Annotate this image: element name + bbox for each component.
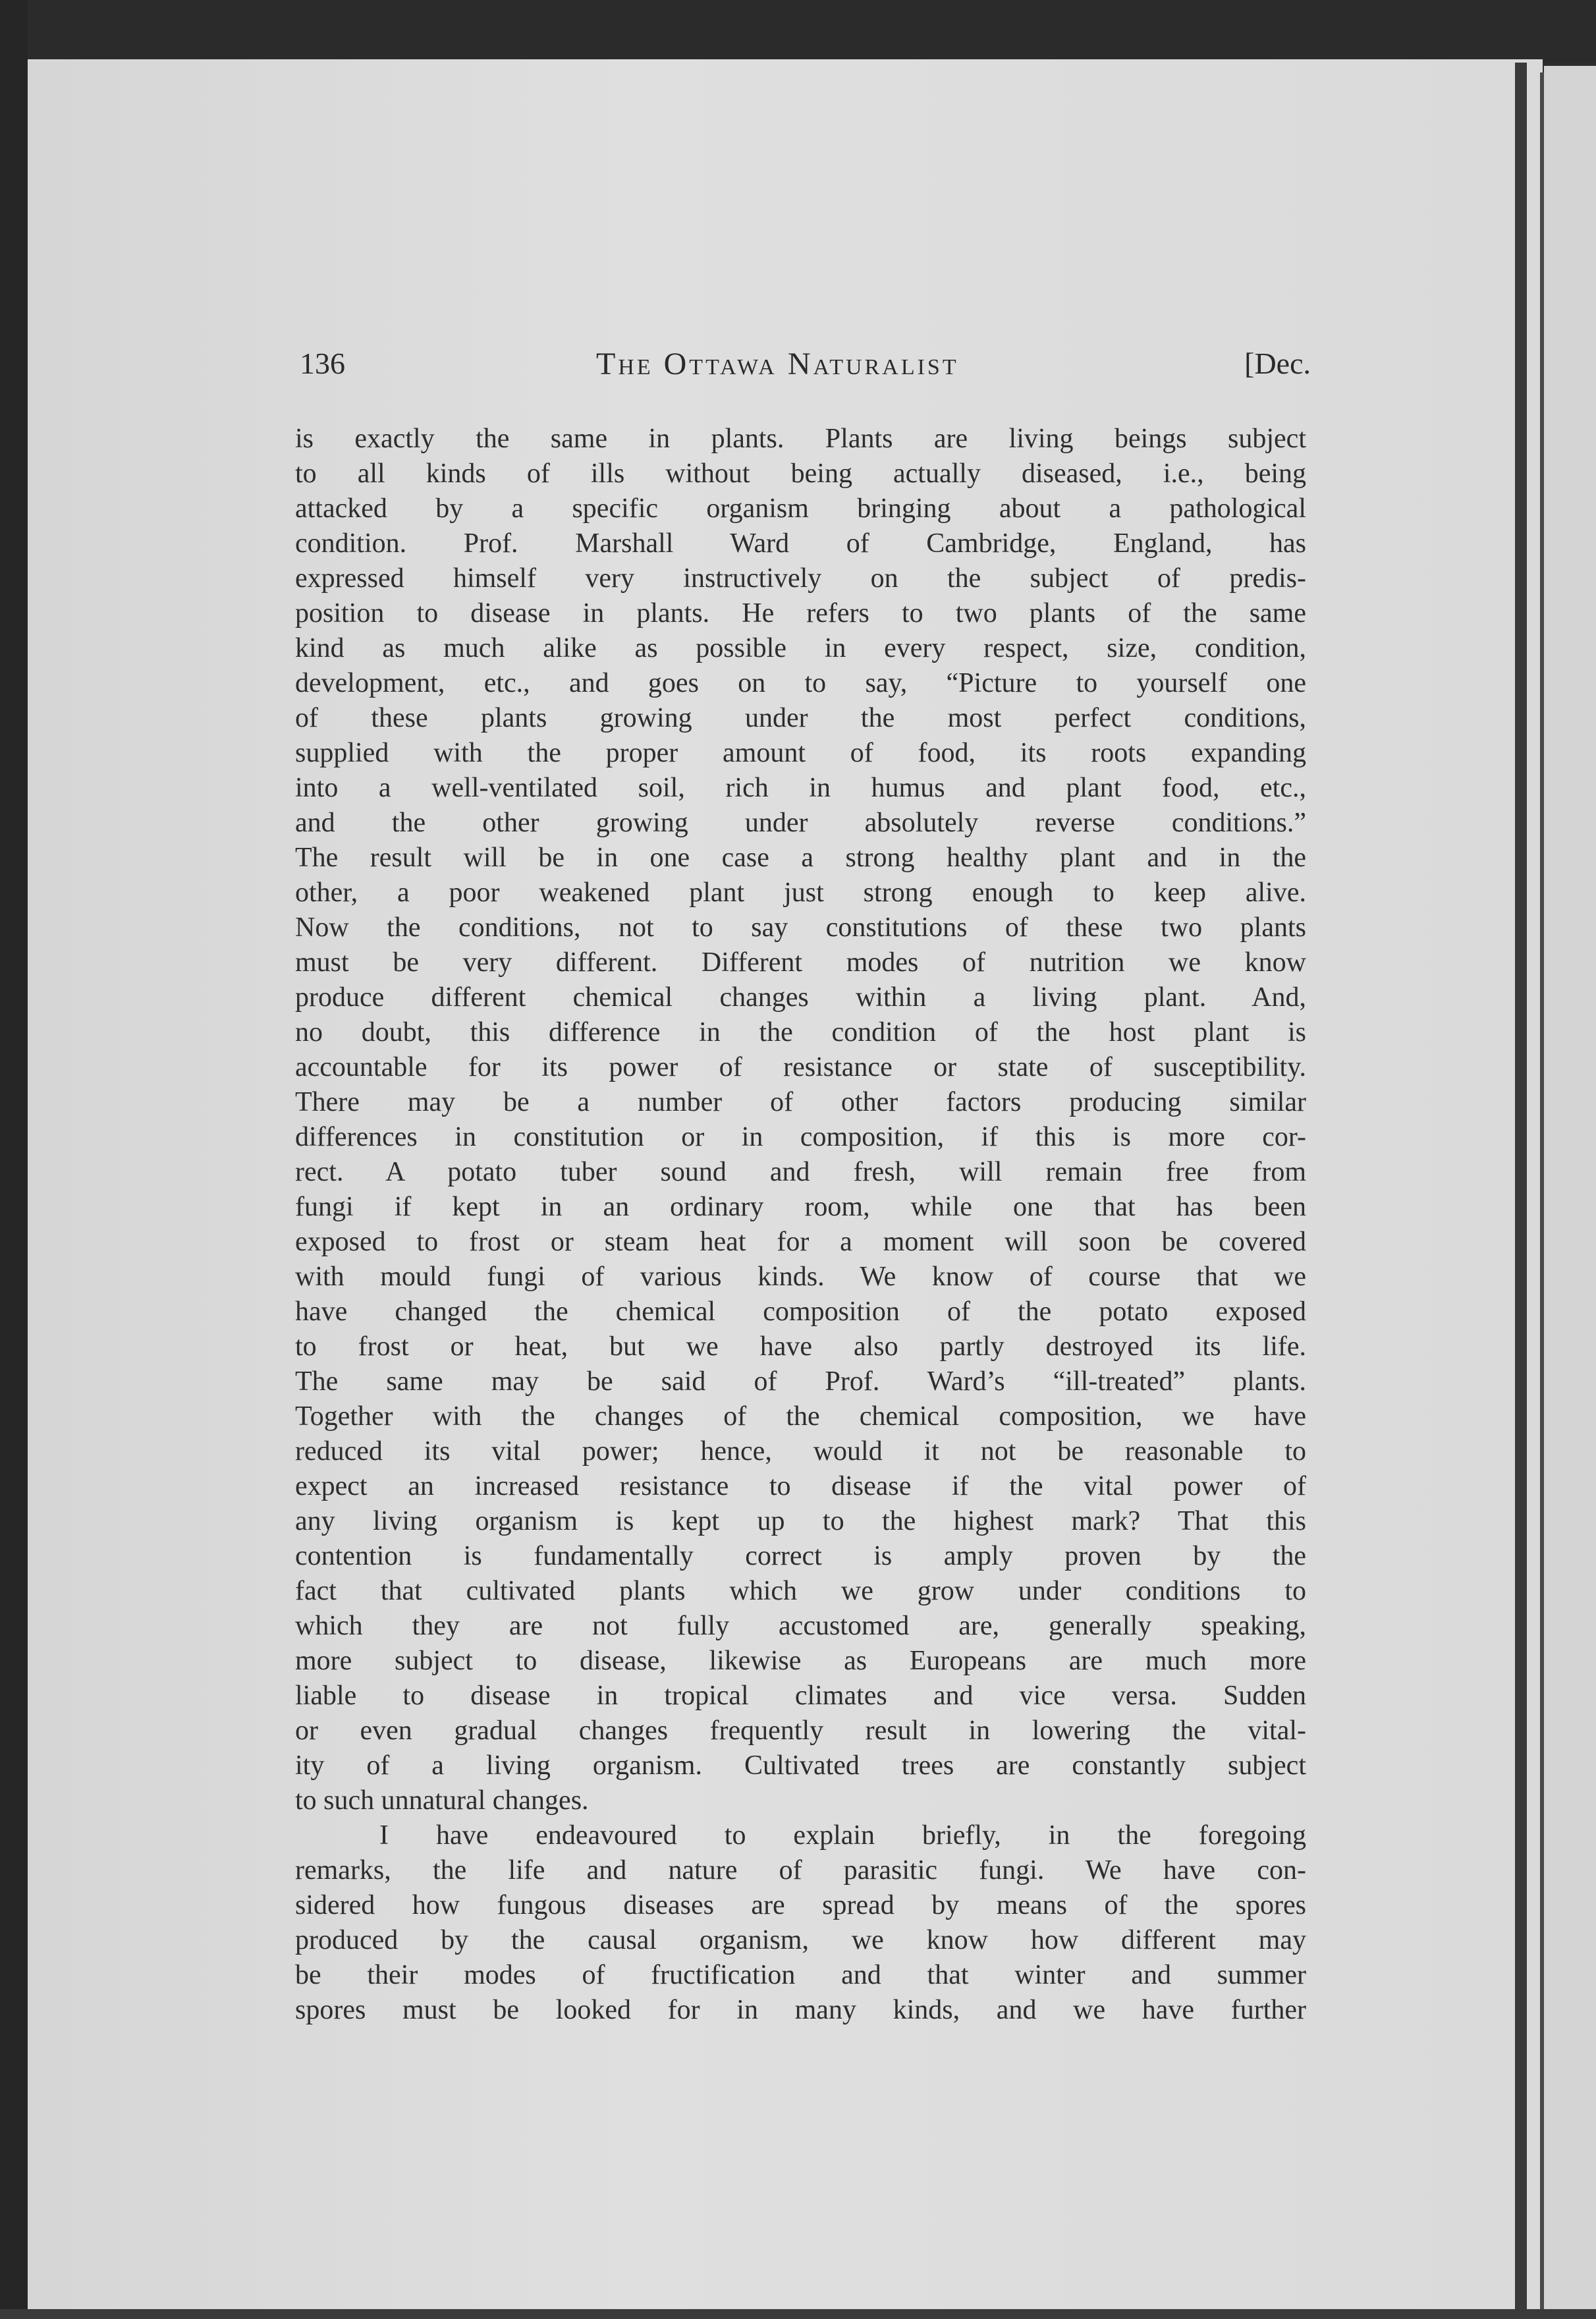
text-line: exposed to frost or steam heat for a moment will soon be covered (295, 1227, 1306, 1257)
text-line: more subject to disease, likewise as Europeans are much more (295, 1646, 1306, 1676)
text-line: ity of a living organism. Cultivated trees are constantly subject (295, 1750, 1306, 1781)
journal-title: The Ottawa Naturalist (596, 347, 959, 381)
text-line: fact that cultivated plants which we grow under conditions to (295, 1576, 1306, 1606)
text-line: produce different chemical changes within a living plant. And, (295, 982, 1306, 1013)
text-line: The same may be said of Prof. Ward’s “ill-treated” plants. (295, 1366, 1306, 1397)
text-line: which they are not fully accustomed are, generally speaking, (295, 1611, 1306, 1641)
text-line: remarks, the life and nature of parasitic fungi. We have con- (295, 1855, 1306, 1886)
running-header (300, 346, 1311, 392)
text-line: reduced its vital power; hence, would it not be reasonable to (295, 1436, 1306, 1467)
book-gutter (1515, 63, 1527, 2319)
text-line: differences in constitution or in composition, if this is more cor- (295, 1122, 1306, 1152)
text-line: into a well-ventilated soil, rich in humus and plant food, etc., (295, 773, 1306, 803)
text-line: supplied with the proper amount of food, its roots expanding (295, 738, 1306, 768)
text-line: or even gradual changes frequently result in lowering the vital- (295, 1716, 1306, 1746)
text-line: expressed himself very instructively on the subject of predis- (295, 563, 1306, 594)
text-line: any living organism is kept up to the highest mark? That this (295, 1506, 1306, 1536)
text-line: to frost or heat, but we have also partly destroyed its life. (295, 1331, 1306, 1362)
issue-month: [Dec. (1244, 347, 1311, 380)
scan-left-border (0, 0, 28, 2319)
scan-bottom-border (0, 2309, 1596, 2319)
text-line: accountable for its power of resistance or state of susceptibility. (295, 1052, 1306, 1082)
text-line: to all kinds of ills without being actually diseased, i.e., being (295, 459, 1306, 489)
text-line: must be very different. Different modes of nutrition we know (295, 947, 1306, 978)
text-line: and the other growing under absolutely reverse conditions.” (295, 808, 1306, 838)
text-line: There may be a number of other factors producing similar (295, 1087, 1306, 1117)
text-line: contention is fundamentally correct is amply proven by the (295, 1541, 1306, 1571)
text-line: be their modes of fructification and that winter and summer (295, 1960, 1306, 1990)
text-line: sidered how fungous diseases are spread by means of the spores (295, 1890, 1306, 1920)
text-line: have changed the chemical composition of the potato exposed (295, 1297, 1306, 1327)
body-text (295, 422, 1306, 2028)
text-line: is exactly the same in plants. Plants are living beings subject (295, 424, 1306, 454)
text-line: rect. A potato tuber sound and fresh, will remain free from (295, 1157, 1306, 1187)
facing-page-edge (1544, 66, 1596, 2319)
paragraph-end-line: to such unnatural changes. (295, 1785, 589, 1816)
scan-top-border (0, 0, 1596, 63)
paragraph-start-line: I have endeavoured to explain briefly, in the foregoing (379, 1820, 1306, 1851)
text-line: position to disease in plants. He refers to two plants of the same (295, 598, 1306, 629)
text-line: The result will be in one case a strong healthy plant and in the (295, 843, 1306, 873)
text-line: spores must be looked for in many kinds, and we have further (295, 1995, 1306, 2025)
page-number: 136 (300, 347, 345, 380)
text-line: liable to disease in tropical climates and vice versa. Sudden (295, 1681, 1306, 1711)
text-line: expect an increased resistance to disease if the vital power of (295, 1471, 1306, 1501)
text-line: no doubt, this difference in the condition of the host plant is (295, 1017, 1306, 1048)
text-line: kind as much alike as possible in every respect, size, condition, (295, 633, 1306, 663)
text-line: Together with the changes of the chemical composition, we have (295, 1401, 1306, 1432)
text-line: fungi if kept in an ordinary room, while one that has been (295, 1192, 1306, 1222)
text-line: attacked by a specific organism bringing about a pathological (295, 493, 1306, 524)
text-line: produced by the causal organism, we know how different may (295, 1925, 1306, 1955)
text-line: other, a poor weakened plant just strong enough to keep alive. (295, 878, 1306, 908)
text-line: Now the conditions, not to say constitutions of these two plants (295, 912, 1306, 943)
text-line: development, etc., and goes on to say, “Picture to yourself one (295, 668, 1306, 698)
text-line: of these plants growing under the most perfect conditions, (295, 703, 1306, 733)
text-line: with mould fungi of various kinds. We know of course that we (295, 1262, 1306, 1292)
text-line: condition. Prof. Marshall Ward of Cambridge, England, has (295, 528, 1306, 559)
